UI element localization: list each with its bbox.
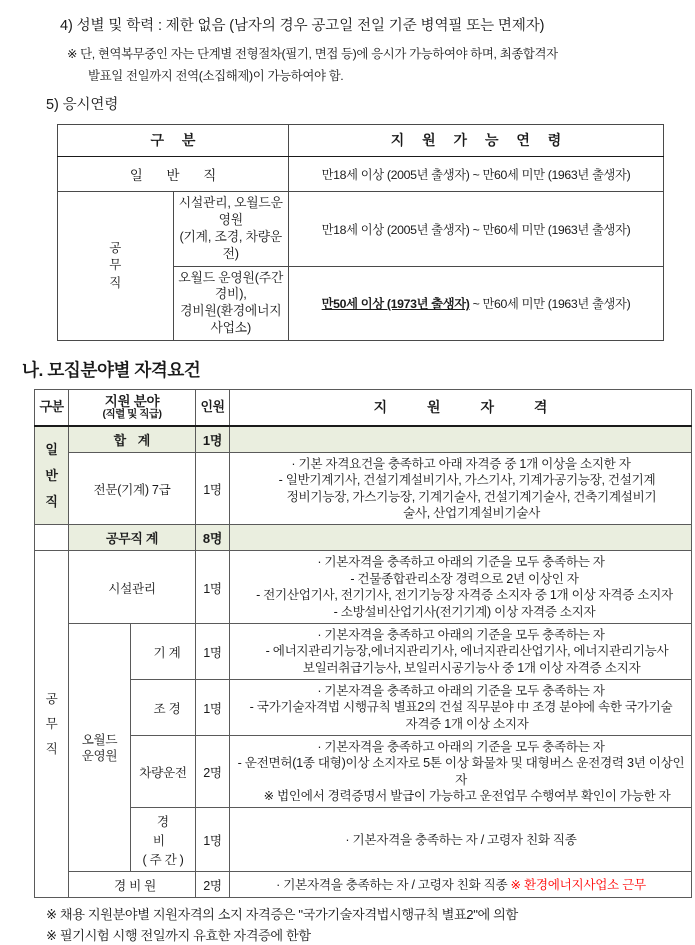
qual-line: - 국가기술자격법 시행규칙 별표2의 건설 직무분야 中 조경 분야에 속한 국가기술 — [249, 700, 673, 715]
qual-line: · 기본자격을 충족하고 아래의 기준을 모두 충족하는 자 — [317, 683, 605, 698]
section-heading-na: 나. 모집분야별 자격요건 — [22, 360, 201, 381]
qual-general-mech-field: 전문(기계) 7급 — [69, 452, 196, 524]
qual-row-owol-guard-day — [35, 808, 692, 872]
age-row-general — [58, 157, 664, 192]
qual-line: 자격증 1개 이상 소지자 — [405, 716, 529, 731]
qual-owol-landscape-desc — [230, 679, 692, 735]
age-header-range: 지 원 가 능 연 령 — [289, 125, 664, 157]
qual-general-sum-count: 1명 — [196, 426, 230, 453]
age-row-public-1-line2: (기계, 조경, 차량운전) — [179, 228, 283, 261]
qual-owol-machine-field: 기 계 — [131, 623, 196, 679]
qualification-table — [34, 389, 692, 898]
qual-line: ※ 법인에서 경력증명서 발급이 가능하고 운전업무 수행여부 확인이 가능한 자 — [263, 789, 671, 804]
qual-row-owol-driver — [35, 736, 692, 808]
age-row-public-2-bold: 만50세 이상 (1973년 출생자) — [321, 297, 470, 312]
qual-owol-guard-day-desc — [230, 808, 692, 872]
qual-line: - 건물종합관리소장 경력으로 2년 이상인 자 — [350, 571, 579, 586]
intro-item-5: 5) 응시연령 — [46, 97, 119, 113]
qual-owol-driver-field: 차량운전 — [131, 736, 196, 808]
qual-header-count: 인원 — [196, 390, 230, 426]
qual-row-public-sum — [35, 525, 692, 551]
age-row-public-2-rest: ~ 만60세 미만 (1963년 출생자) — [469, 297, 631, 312]
age-row-general-range: 만18세 이상 (2005년 출생자) ~ 만60세 미만 (1963년 출생자) — [289, 157, 664, 192]
qual-gubun-public: 공 무 직 — [35, 551, 69, 898]
age-row-public-1-line1: 시설관리, 오월드운영원 — [178, 195, 283, 227]
qual-header-field-main: 지원 분야 — [104, 394, 160, 410]
qual-owol-landscape-count: 1명 — [196, 679, 230, 735]
age-row-public-1 — [58, 192, 664, 267]
intro-note-line-1: ※ 단, 현역복무중인 자는 단계별 전형절차(필기, 면접 등)에 응시가 가능하여야 하며, 최종합격자 — [67, 47, 558, 61]
qual-public-sum-count: 8명 — [196, 525, 230, 551]
intro-note-line-2: 발표일 전일까지 전역(소집해제)이 가능하여야 함. — [88, 69, 344, 83]
intro-item-4: 4) 성별 및 학력 : 제한 없음 (남자의 경우 공고일 전일 기준 병역필 또는 면제자) — [60, 18, 545, 34]
footnote-1: ※ 채용 지원분야별 지원자격의 소지 자격증은 "국가기술자격법시행규칙 별표2"에 의함 — [46, 907, 518, 923]
qual-owol-guard-day-count: 1명 — [196, 808, 230, 872]
qual-guard-field: 경 비 원 — [69, 872, 196, 898]
qual-line: · 기본자격을 충족하고 아래의 기준을 모두 충족하는 자 — [317, 627, 605, 642]
age-row-public-2-division — [173, 266, 289, 341]
qual-line: · 기본자격을 충족하고 아래의 기준을 모두 충족하는 자 — [317, 740, 605, 755]
qual-line: · 기본 자격요건을 충족하고 아래 자격증 중 1개 이상을 소지한 자 — [291, 456, 631, 471]
qual-line: 정비기능장, 가스기능장, 기계기술사, 건설기계기술사, 건축기계설비기 — [286, 489, 657, 504]
age-table-head — [58, 125, 664, 157]
age-row-general-label: 일 반 직 — [58, 157, 289, 192]
qual-guard-text-black: · 기본자격을 충족하는 자 / 고령자 친화 직종 — [276, 877, 511, 892]
qual-public-sum-label: 공무직 계 — [69, 525, 196, 551]
qual-owol-driver-desc — [230, 736, 692, 808]
qual-guard-desc — [230, 872, 692, 898]
qual-table-header-row — [35, 390, 692, 426]
qual-owol-machine-desc — [230, 623, 692, 679]
age-group-public-label: 공 무 직 — [58, 192, 174, 341]
qual-row-general-mech — [35, 452, 692, 524]
qual-gubun-general: 일 반 직 — [35, 426, 69, 525]
qual-table-body — [35, 426, 692, 898]
qual-owol-machine-count: 1명 — [196, 623, 230, 679]
qual-line — [233, 877, 688, 893]
qual-owol-guard-day-line1: 경 비 — [152, 815, 178, 849]
qual-line: - 운전면허(1종 대형)이상 소지자로 5톤 이상 화물차 및 대형버스 운전경력 3년 이상인 자 — [237, 756, 685, 787]
qual-line: - 일반기계기사, 건설기계설비기사, 가스기사, 기계가공기능장, 건설기계 — [278, 473, 656, 488]
qual-line: 보일러취급기능사, 보일러시공기능사 중 1개 이상 자격증 소지자 — [302, 660, 641, 675]
qual-header-field — [69, 390, 196, 426]
qual-owol-guard-day-line2: ( 주 간 ) — [142, 853, 184, 868]
qual-table-head — [35, 390, 692, 426]
qual-header-gubun: 구분 — [35, 390, 69, 426]
qual-line: - 전기산업기사, 전기기사, 전기기능장 자격증 소지자 중 1개 이상 자격증 소지자 — [256, 588, 673, 603]
qual-general-sum-blank — [230, 426, 692, 453]
qual-facility-field: 시설관리 — [69, 551, 196, 623]
qual-row-owol-machine — [35, 623, 692, 679]
qual-general-mech-count: 1명 — [196, 452, 230, 524]
age-table-body — [58, 157, 664, 341]
age-row-public-2-line2: 경비원(환경에너지사업소) — [180, 303, 282, 336]
qual-public-sum-gubun-blank — [35, 525, 69, 551]
qual-row-owol-landscape — [35, 679, 692, 735]
qual-general-mech-desc — [230, 452, 692, 524]
age-row-public-2-line1: 오월드 운영원(주간경비), — [178, 269, 284, 302]
qual-line: · 기본자격을 충족하고 아래의 기준을 모두 충족하는 자 — [317, 555, 605, 570]
qual-header-qualification: 지 원 자 격 — [230, 390, 692, 426]
qual-public-sum-blank — [230, 525, 692, 551]
age-eligibility-table — [57, 124, 664, 341]
qual-line: - 소방설비산업기사(전기기계) 이상 자격증 소지자 — [333, 604, 596, 619]
qual-facility-desc — [230, 551, 692, 623]
age-row-public-1-range: 만18세 이상 (2005년 출생자) ~ 만60세 미만 (1963년 출생자) — [289, 192, 664, 267]
qual-header-field-sub: (직렬 및 직급) — [102, 408, 162, 421]
qual-guard-text-red: ※ 환경에너지사업소 근무 — [510, 877, 646, 892]
qual-facility-count: 1명 — [196, 551, 230, 623]
qual-line: - 에너지관리기능장,에너지관리기사, 에너지관리산업기사, 에너지관리기능사 — [265, 644, 669, 659]
qual-owol-landscape-field: 조 경 — [131, 679, 196, 735]
qual-owol-group-label: 오월드 운영원 — [69, 623, 131, 872]
footnote-2: ※ 필기시험 시행 전일까지 유효한 자격증에 한함 — [46, 927, 311, 943]
qual-guard-count: 2명 — [196, 872, 230, 898]
age-row-public-2-range — [289, 266, 664, 341]
qual-line: 술사, 산업기계설비기술사 — [403, 506, 540, 521]
qual-owol-driver-count: 2명 — [196, 736, 230, 808]
qual-general-sum-label: 합 계 — [69, 426, 196, 453]
age-row-public-1-division — [173, 192, 289, 267]
qual-owol-guard-day-field — [131, 808, 196, 872]
qual-row-guard — [35, 872, 692, 898]
age-header-division: 구 분 — [58, 125, 289, 157]
age-table-header-row — [58, 125, 664, 157]
qual-row-general-sum — [35, 426, 692, 453]
qual-line: · 기본자격을 충족하는 자 / 고령자 친화 직종 — [345, 832, 577, 847]
qual-row-facility — [35, 551, 692, 623]
intro-block — [12, 14, 683, 114]
